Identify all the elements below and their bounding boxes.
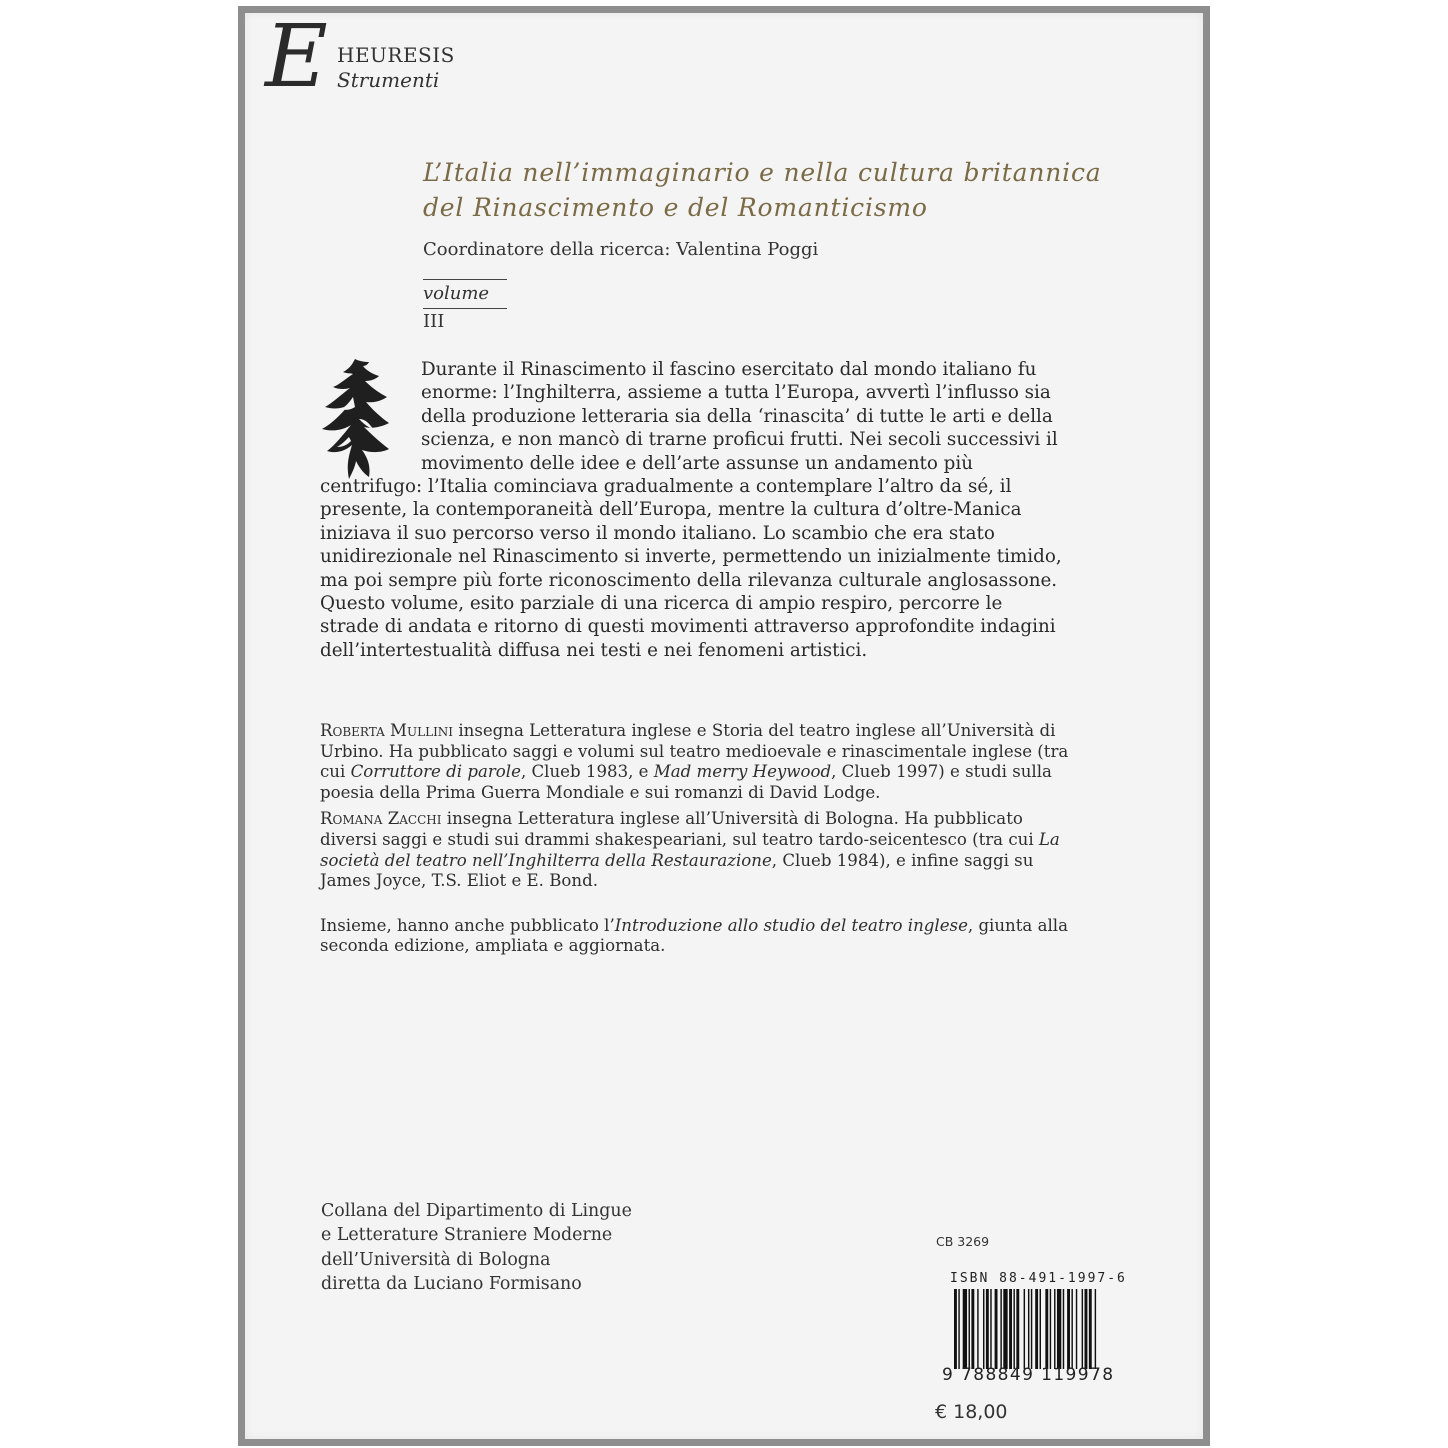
barcode-bar [1024,1289,1025,1369]
author-name: Roberta Mullini [320,721,454,740]
barcode-bar [983,1289,984,1369]
barcode-bar [1085,1289,1088,1369]
barcode-bar [958,1289,959,1369]
barcode-bar [1054,1289,1055,1369]
book-back-cover [238,6,1210,1446]
barcode-bar [971,1289,974,1369]
blurb-paragraph-1: Durante il Rinascimento il fascino esercitato dal mondo italiano fu enorme: l’Inghilterra, assieme a tutta l’Europa, avvertì l’influsso sia della produzione letteraria sia della ‘rinascita’ di tutte le arti e della scienza, e non mancò di trarne proficui frutti. Nei secoli successivi il movimento delle idee e dell’arte assunse un andamento più centrifugo: l’Italia cominciava gradualmente a contemplare l’altro da sé, il presente, la contemporaneità dell’Europa, mentre la cultura d’oltre-Manica iniziava il suo percorso verso il mondo italiano. Lo scambio che era stato unidirezionale nel Rinascimento si inverte, permettendo un inizialmente timido, ma poi sempre più forte riconoscimento della rilevanza culturale anglosassone. [320,359,1062,591]
barcode-bar [990,1289,991,1369]
barcode-bar [1057,1289,1061,1369]
barcode-bar [1089,1289,1092,1369]
barcode-bar [986,1289,989,1369]
series-name: HEURESIS [337,43,455,67]
barcode-bar [1067,1289,1070,1369]
catalog-code: CB 3269 [936,1234,990,1249]
barcode-bar [1082,1289,1083,1369]
barcode-bar [1076,1289,1077,1369]
blurb-text [320,358,1065,662]
barcode-bar [963,1289,967,1369]
price: € 18,00 [935,1401,1008,1423]
series-info: Collana del Dipartimento di Lingue e Letterature Straniere Moderne dell’Università di Bologna diretta da Luciano Formisano [321,1201,632,1295]
barcode-bar [1035,1289,1038,1369]
barcode-bar [977,1289,978,1369]
book-reference: La società del teatro nell’Inghilterra della Restaurazione [320,829,1060,870]
barcode-bar [1040,1289,1041,1369]
barcode-bar [1095,1289,1096,1369]
barcode-bar [954,1289,957,1369]
volume-word: volume [423,283,490,304]
book-title-line-1: L’Italia nell’immaginario e nella cultura britannica [423,158,1102,187]
publisher-logo: E [265,7,328,107]
barcode-bar [1063,1289,1064,1369]
barcode [952,1289,1142,1369]
barcode-bar [1071,1289,1072,1369]
book-title-line-2: del Rinascimento e del Romanticismo [423,193,928,222]
author-name: Romana Zacchi [320,809,442,829]
book-reference: Corruttore di parole [350,762,521,782]
barcode-bar [1009,1289,1012,1369]
book-title [423,155,1103,225]
barcode-bar [1003,1289,1007,1369]
barcode-bar [1045,1289,1048,1369]
volume-label [423,279,507,332]
series-subtitle: Strumenti [337,68,440,92]
research-coordinator: Coordinatore della ricerca: Valentina Poggi [423,239,819,260]
volume-number: III [423,311,445,332]
bio-romana-zacchi: Romana Zacchi insegna Letteratura inglese all’Università di Bologna. Ha pubblicato diversi saggi e studi sui drammi shakespeariani, sul teatro tardo-seicentesco (tra cui La società del teatro nell’Inghilterra della Restaurazione, Clueb 1984), e infine saggi su James Joyce, T.S. Eliot e E. Bond. [320,809,1060,891]
bio-roberta-mullini: Roberta Mullini insegna Letteratura inglese e Storia del teatro inglese all’Università di Urbino. Ha pubblicato saggi e volumi sul teatro medioevale e rinascimentale inglese (tra cui Corruttore di parole, Clueb 1983, e Mad merry Heywood, Clueb 1997) e studi sulla poesia della Prima Guerra Mondiale e sui romanzi di David Lodge. [320,721,1069,802]
barcode-bar [1028,1289,1029,1369]
barcode-bar [1050,1289,1051,1369]
blurb-paragraph-2: Questo volume, esito parziale di una ricerca di ampio respiro, percorre le strade di andata e ritorno di questi movimenti attraverso approfondite indagini dell’intertestualità diffusa nei testi e nei fenomeni artistici. [320,593,1056,661]
author-bios [320,721,1070,963]
barcode-bar [1013,1289,1014,1369]
ean-number: 9 788849 119978 [942,1365,1115,1385]
book-reference: Introduzione allo studio del teatro inglese [614,915,968,935]
barcode-bar [1031,1289,1032,1369]
isbn: ISBN 88-491-1997-6 [950,1271,1127,1286]
barcode-bar [1000,1289,1001,1369]
barcode-bar [995,1289,998,1369]
book-reference: Mad merry Heywood [653,762,832,782]
joint-publication: Insieme, hanno anche pubblicato l’Introduzione allo studio del teatro inglese, giunta alla seconda edizione, ampliata e aggiornata. [320,915,1068,956]
barcode-bar [1016,1289,1019,1369]
barcode-bar [969,1289,970,1369]
